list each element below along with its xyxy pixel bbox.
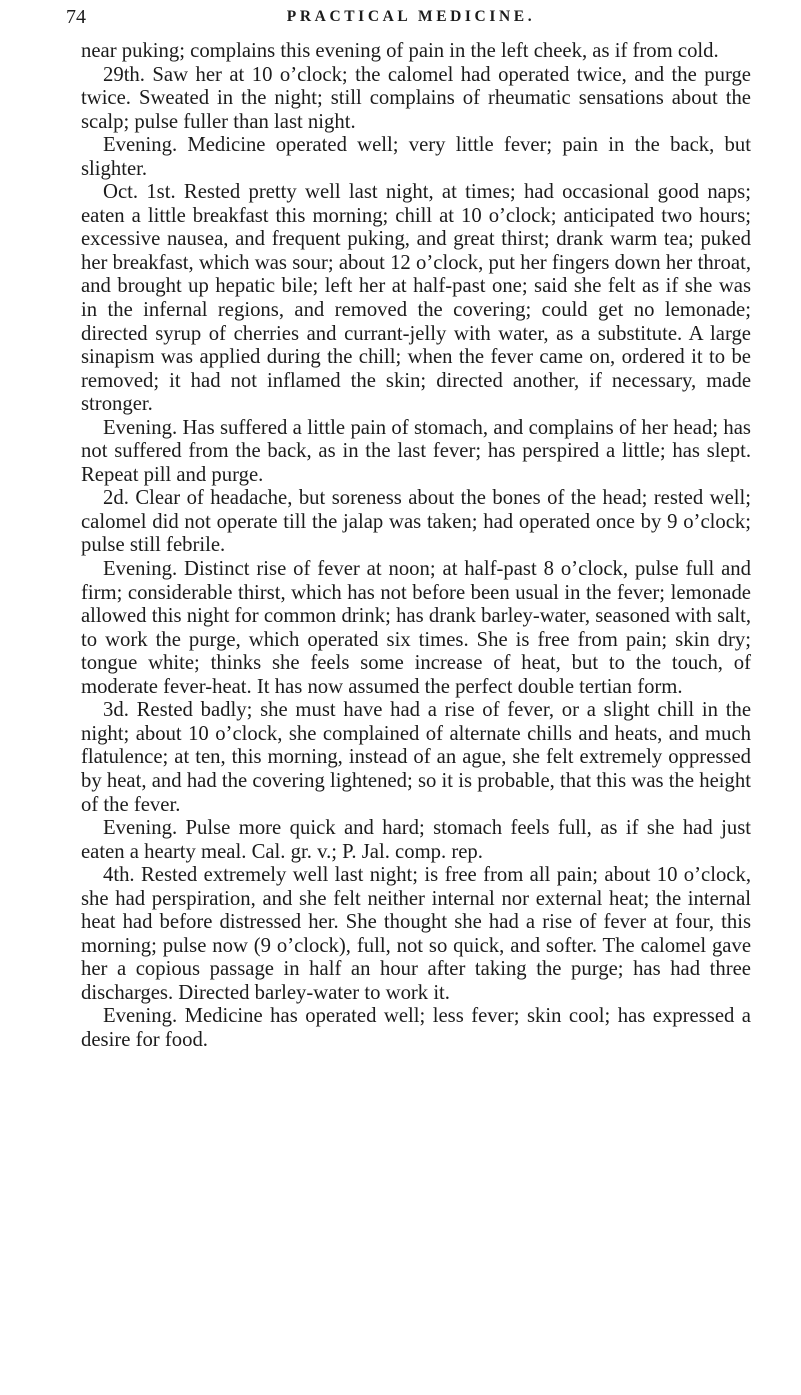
running-head: PRACTICAL MEDICINE. <box>286 8 536 25</box>
paragraph: Evening. Distinct rise of fever at noon; at half-past 8 o’clock, pulse full and firm; considerable thirst, which has not before been usual in the fever; lemonade allowed this night for common drink; has drank barley-water, seasoned with salt, to work the purge, which operated six times. She is free from pain; skin dry; tongue white; thinks she feels some increase of heat, but to the touch, of moderate fever-heat. It has now assumed the perfect double tertian form. <box>81 558 751 698</box>
paragraph: Evening. Medicine has operated well; less fever; skin cool; has expressed a desire for food. <box>81 1005 751 1051</box>
paragraph: 3d. Rested badly; she must have had a rise of fever, or a slight chill in the night; about 10 o’clock, she complained of alternate chills and heats, and much flatulence; at ten, this morning, instead of an ague, she felt extremely oppressed by heat, and had the covering lightened; so it is probable, that this was the height of the fever. <box>81 699 751 816</box>
paragraph: Oct. 1st. Rested pretty well last night, at times; had occasional good naps; eaten a little breakfast this morning; chill at 10 o’clock; anticipated two hours; excessive nausea, and frequent puking, and great thirst; drank warm tea; puked her breakfast, which was sour; about 12 o’clock, put her fingers down her throat, and brought up hepatic bile; left her at half-past one; said she felt as if she was in the infernal regions, and removed the covering; could get no lemonade; directed syrup of cherries and currant-jelly with water, as a substitute. A large sinapism was applied during the chill; when the fever came on, ordered it to be removed; it had not inflamed the skin; directed another, if necessary, made stronger. <box>81 181 751 416</box>
paragraph: Evening. Has suffered a little pain of stomach, and complains of her head; has not suffered from the back, as in the last fever; has perspired a little; has slept. Repeat pill and purge. <box>81 416 751 486</box>
body-text <box>81 40 751 1053</box>
paragraph: 2d. Clear of headache, but soreness about the bones of the head; rested well; calomel did not operate till the jalap was taken; had operated once by 9 o’clock; pulse still febrile. <box>81 487 751 557</box>
page-number: 74 <box>66 6 86 28</box>
paragraph: 4th. Rested extremely well last night; is free from all pain; about 10 o’clock, she had perspiration, and she felt neither internal nor external heat; the internal heat had before distressed her. She thought she had a rise of fever at four, this morning; pulse now (9 o’clock), full, not so quick, and softer. The calomel gave her a copious passage in half an hour after taking the purge; has had three discharges. Directed barley-water to work it. <box>81 864 751 1004</box>
paragraph: Evening. Medicine operated well; very little fever; pain in the back, but slighter. <box>81 134 751 180</box>
page-header <box>66 0 756 40</box>
paragraph: Evening. Pulse more quick and hard; stomach feels full, as if she had just eaten a hearty meal. Cal. gr. v.; P. Jal. comp. rep. <box>81 817 751 863</box>
paragraph: near puking; complains this evening of pain in the left cheek, as if from cold. <box>81 40 719 62</box>
paragraph: 29th. Saw her at 10 o’clock; the calomel had operated twice, and the purge twice. Sweated in the night; still complains of rheumatic sensations about the scalp; pulse fuller than last night. <box>81 63 751 133</box>
